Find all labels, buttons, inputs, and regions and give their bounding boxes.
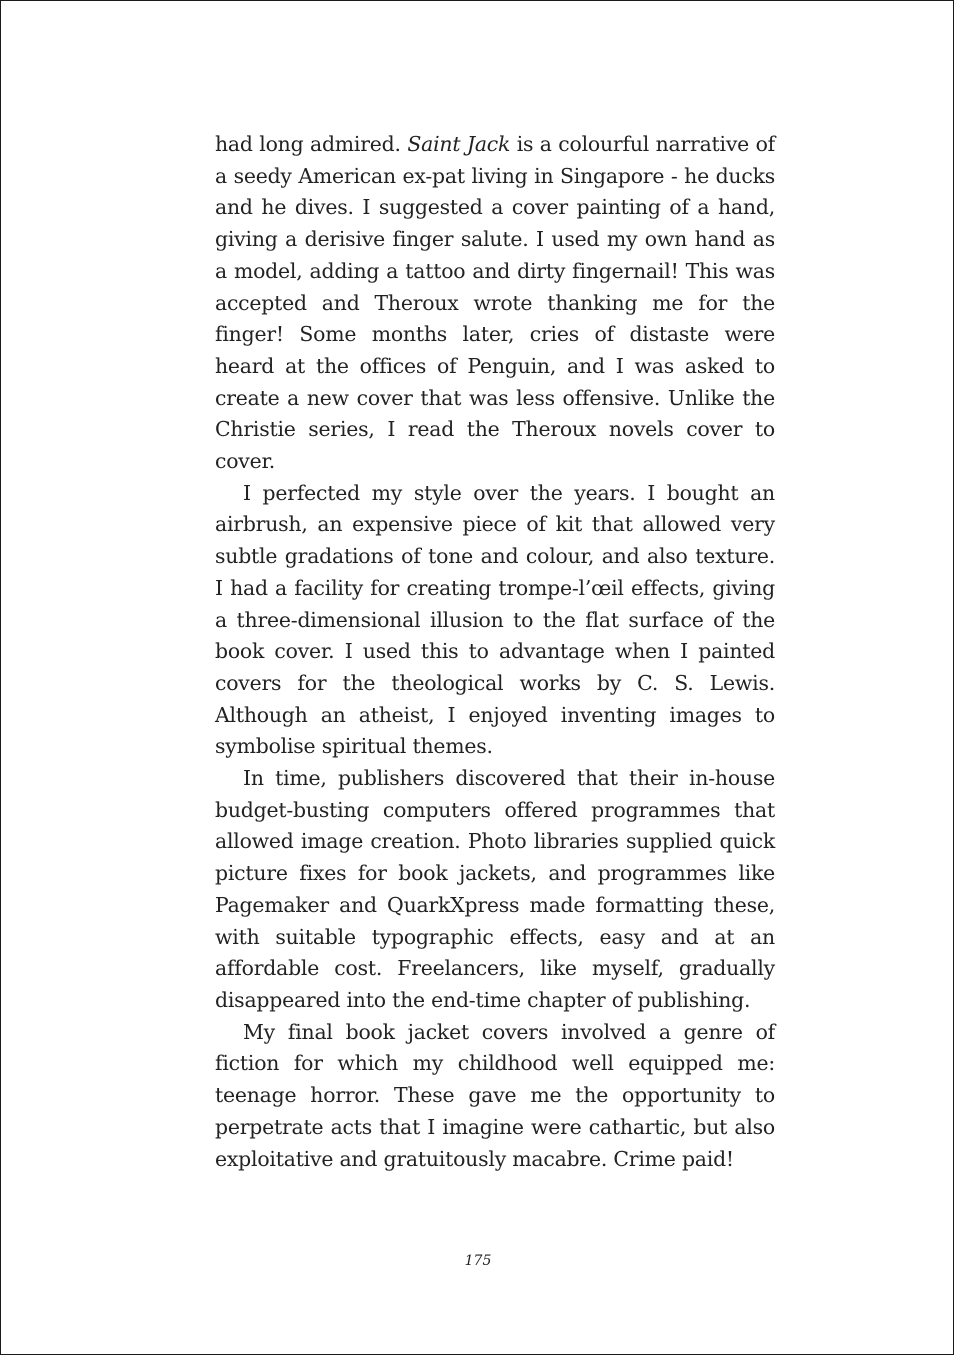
body-text	[215, 129, 775, 1175]
paragraph-1-start: had long admired.	[215, 132, 408, 156]
book-title-saint-jack: Saint Jack	[407, 132, 511, 156]
paragraph-2: I perfected my style over the years. I bought an airbrush, an expensive piece of kit that allowed very subtle gradations of tone and colour, and also texture. I had a facility for creating trompe-l’œil effects, giving a three-dimensional illusion to the flat surface of the book cover. I used this to advantage when I painted covers for the theological works by C. S. Lewis. Although an atheist, I enjoyed inventing images to symbolise spiritual themes.	[215, 480, 775, 759]
paragraph-4: My final book jacket covers involved a genre of fiction for which my childhood well equipped me: teenage horror. These gave me the opportunity to perpetrate acts that I imagine were cathartic, but also exploitative and gratuitously macabre. Crime paid!	[215, 1019, 775, 1171]
paragraph-1-rest: is a colourful narrative of a seedy American ex-pat living in Singapore - he ducks and he dives. I suggested a cover painting of a hand, giving a derisive finger salute. I used my own hand as a model, adding a tattoo and dirty fingernail! This was accepted and Theroux wrote thanking me for the finger! Some months later, cries of distaste were heard at the offices of Penguin, and I was asked to create a new cover that was less offensive. Unlike the Christie series, I read the Theroux novels cover to cover.	[215, 132, 775, 474]
paragraph-1	[215, 129, 775, 478]
page-number: 175	[464, 1253, 492, 1269]
paragraph-3: In time, publishers discovered that their in-house budget-busting computers offered programmes that allowed image creation. Photo libraries supplied quick picture fixes for book jackets, and programmes like Pagemaker and QuarkXpress made formatting these, with suitable typographic effects, easy and at an affordable cost. Freelancers, like myself, gradually disappeared into the end-time chapter of publishing.	[215, 766, 775, 1012]
